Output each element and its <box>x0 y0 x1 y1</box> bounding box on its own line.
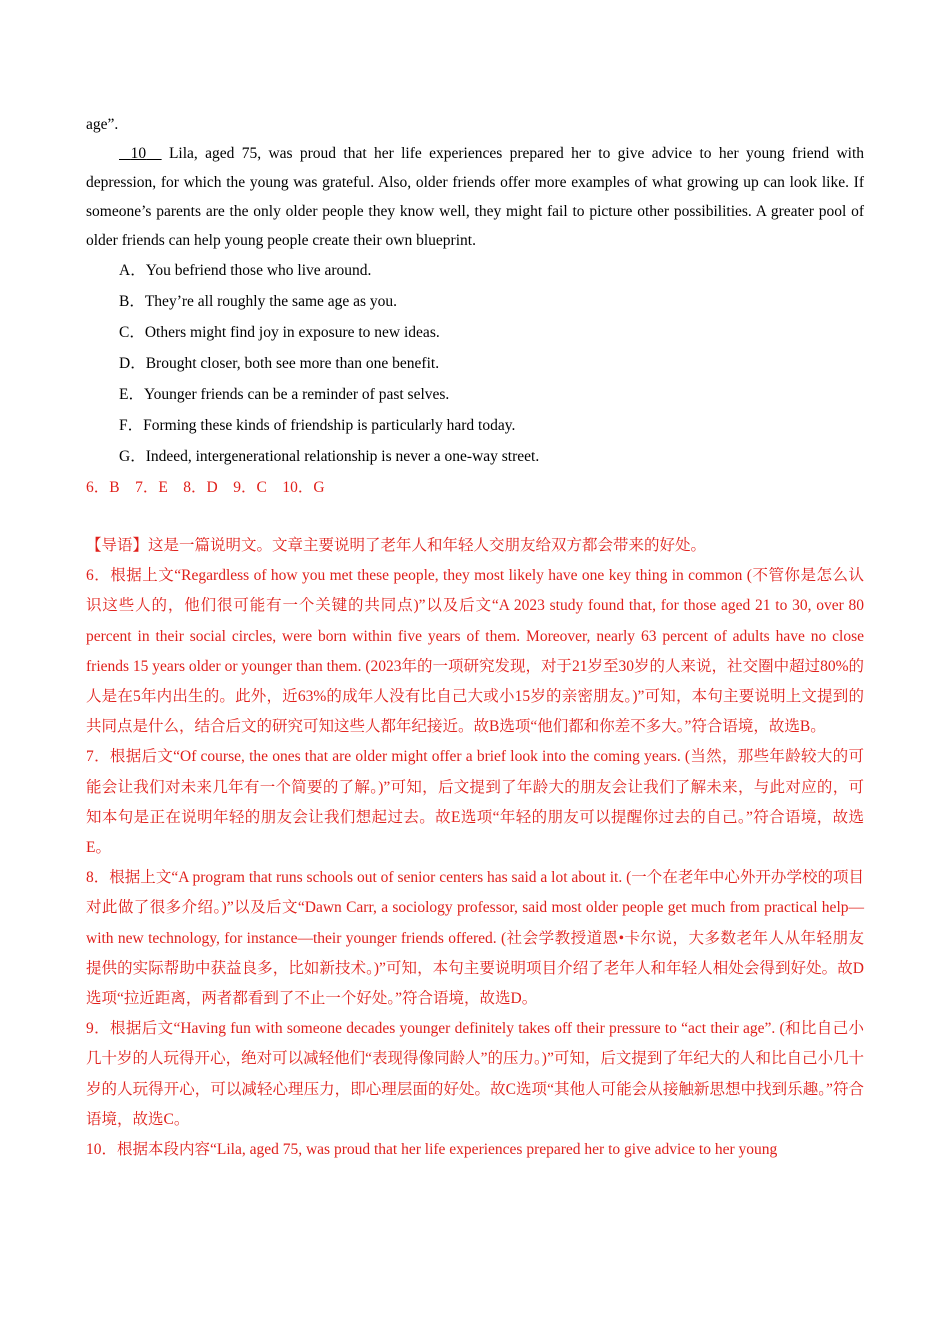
option-e: E．Younger friends can be a reminder of past selves. <box>119 386 450 403</box>
explanation-6: 6．根据上文“Regardless of how you met these people, they most likely have one key thing in common (不管你是怎么认识这些人的，他们很可能有一个关键的共同点)”以及后文“A 2023 study found that, for those aged 21 to 30, over 80 percent in their social circles, were born within five years of them. Moreover, nearly 63 percent of adults have no close friends 15 years older or younger than them. (2023年的一项研究发现，对于21岁至30岁的人来说，社交圈中超过80%的人是在5年内出生的。此外，近63%的成年人没有比自己大或小15岁的亲密朋友。)”可知，本句主要说明上文提到的共同点是什么，结合后文的研究可知这些人都年纪接近。故B选项“他们都和你差不多大。”符合语境，故选B。 <box>86 567 864 736</box>
option-c: C．Others might find joy in exposure to new ideas. <box>119 324 440 341</box>
explanation-10: 10．根据本段内容“Lila, aged 75, was proud that her life experiences prepared her to give advice to her young <box>86 1141 778 1159</box>
explanation-8: 8．根据上文“A program that runs schools out of senior centers has said a lot about it. (一个在老年中心外开办学校的项目对此做了很多介绍。)”以及后文“Dawn Carr, a sociology professor, said most older people get much from practical help—with new technology, for instance—their younger friends offered. (社会学教授道恩•卡尔说，大多数老年人从年轻朋友提供的实际帮助中获益良多，比如新技术。)”可知，本句主要说明项目介绍了老年人和年轻人相处会得到好处。故D选项“拉近距离，两者都看到了不止一个好处。”符合语境，故选D。 <box>86 869 864 1008</box>
passage-paragraph <box>86 139 864 255</box>
document-page <box>86 110 864 1165</box>
explanations <box>86 531 864 1165</box>
explanation-9: 9．根据后文“Having fun with someone decades younger definitely takes off their pressure to “act their age”. (和比自己小几十岁的人玩得开心，绝对可以减轻他们“表现得像同龄人”的压力。)”可知，后文提到了年纪大的人和比自己小几十岁的人玩得开心，可以减轻心理压力，即心理层面的好处。故C选项“其他人可能会从接触新思想中找到乐趣。”符合语境，故选C。 <box>86 1020 864 1128</box>
answer-key: 6．B 7．E 8．D 9．C 10．G <box>86 479 325 496</box>
option-b: B．They’re all roughly the same age as you. <box>119 293 398 310</box>
option-g: G．Indeed, intergenerational relationship is never a one-way street. <box>119 448 540 465</box>
option-f: F．Forming these kinds of friendship is particularly hard today. <box>119 417 516 434</box>
options-list <box>86 255 864 472</box>
paragraph-text: Lila, aged 75, was proud that her life experiences prepared her to give advice to her young friend with depression, for which the young was grateful. Also, older friends offer more examples of what growing up can look like. If someone’s parents are the only older people they know well, they might fail to picture other possibilities. A greater pool of older friends can help young people create their own blueprint. <box>86 145 864 249</box>
option-a: A．You befriend those who live around. <box>119 262 372 279</box>
option-d: D．Brought closer, both see more than one benefit. <box>119 355 440 372</box>
spacer <box>86 503 864 531</box>
blank-10: 10 <box>130 145 147 162</box>
passage-tail: age”. <box>86 116 119 133</box>
explanation-7: 7．根据后文“Of course, the ones that are older might offer a brief look into the coming years. (当然，那些年龄较大的可能会让我们对未来几年有一个简要的了解。)”可知，后文提到了年龄大的朋友会让我们了解未来，与此对应的，可知本句是正在说明年轻的朋友会让我们想起过去。故E选项“年轻的朋友可以提醒你过去的自己。”符合语境，故选E。 <box>86 748 864 857</box>
explanation-intro: 【导语】这是一篇说明文。文章主要说明了老年人和年轻人交朋友给双方都会带来的好处。 <box>86 537 707 554</box>
